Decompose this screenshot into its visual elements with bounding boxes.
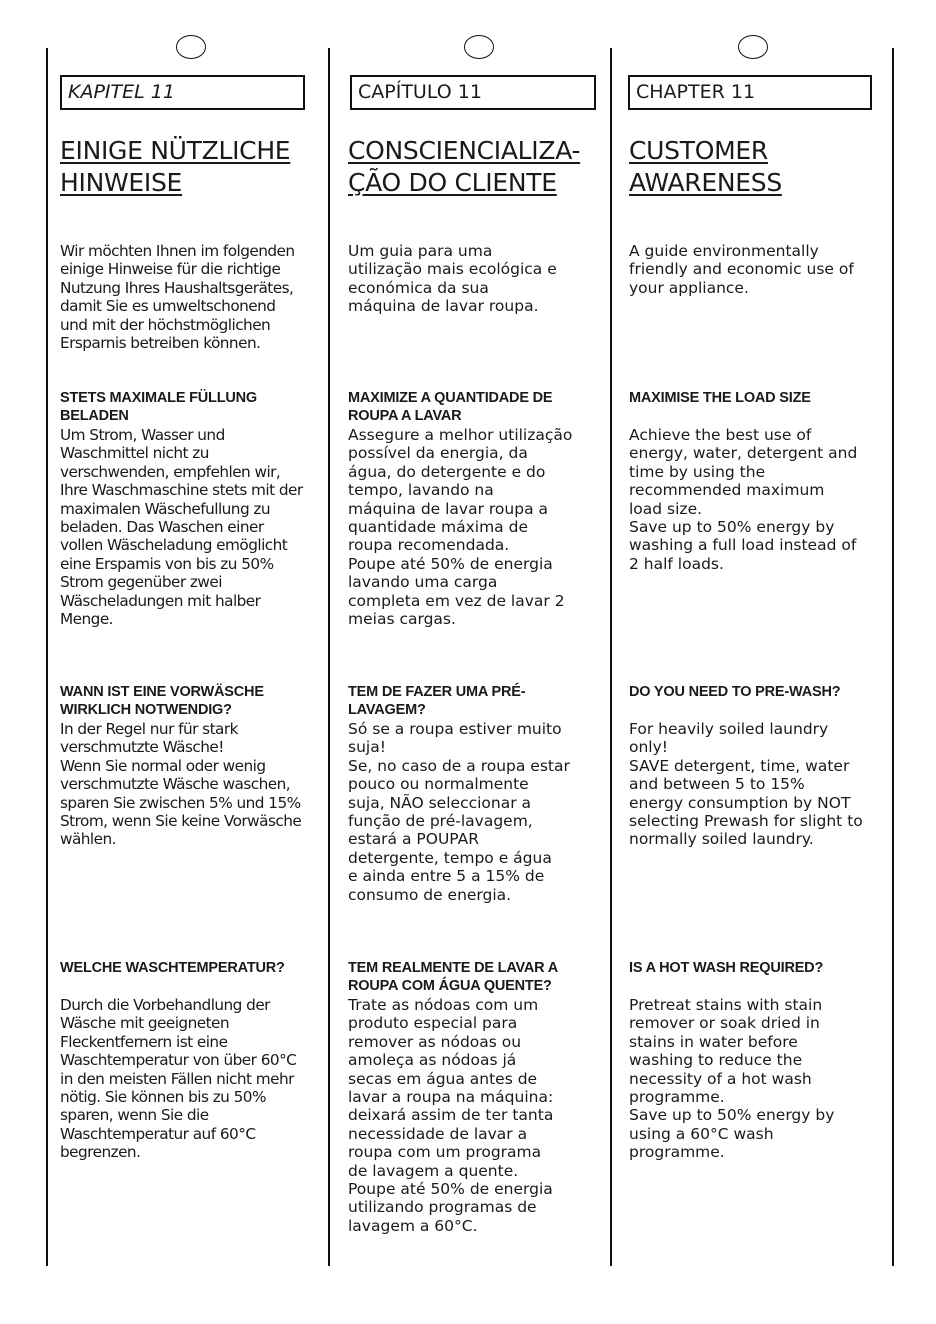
language-marker-icon-en: [738, 35, 768, 59]
body-pre-wash: For heavily soiled laundry only! SAVE detergent, time, water and between 5 to 15% energy consumption by NOT selecting Prewash for slight to normally soiled laundry.: [629, 720, 863, 849]
heading-hot-wash: IS A HOT WASH REQUIRED?: [629, 960, 824, 976]
column-divider-1: [328, 48, 330, 1266]
intro-text: A guide environmentally friendly and economic use of your appliance.: [629, 242, 854, 297]
intro-text: Wir möchten Ihnen im folgenden einige Hinweise für die richtige Nutzung Ihres Haushaltsgerätes, damit Sie es umweltschonend und mit der höchstmöglichen Ersparnis betreiben können.: [60, 242, 295, 353]
section-title: CONSCIENCIALIZA- ÇÃO DO CLIENTE: [348, 136, 581, 197]
column-divider-left: [46, 48, 48, 1266]
column-divider-2: [610, 48, 612, 1266]
body-hot-wash: Trate as nódoas com um produto especial para remover as nódoas ou amoleça as nódoas já secas em água antes de lavar a roupa na máquina: deixará assim de ter tanta necessidade de lavar a roupa com um programa de lavagem a quente. Poupe até 50% de energia utilizando programas de lavagem a 60°C.: [348, 996, 554, 1235]
column-divider-right: [892, 48, 894, 1266]
heading-pre-wash: TEM DE FAZER UMA PRÉ- LAVAGEM?: [348, 684, 526, 719]
body-pre-wash: Só se a roupa estiver muito suja! Se, no caso de a roupa estar pouco ou normalmente suja, NÃO seleccionar a função de pré-lavagem, estará a POUPAR detergente, tempo e água e ainda entre 5 a 15% de consumo de energia.: [348, 720, 570, 904]
heading-hot-wash: WELCHE WASCHTEMPERATUR?: [60, 960, 285, 976]
body-hot-wash: Pretreat stains with stain remover or soak dried in stains in water before washing to reduce the necessity of a hot wash programme. Save up to 50% energy by using a 60°C wash programme.: [629, 996, 835, 1162]
heading-load-size: MAXIMIZE A QUANTIDADE DE ROUPA A LAVAR: [348, 390, 553, 425]
body-load-size: Um Strom, Wasser und Waschmittel nicht zu verschwenden, empfehlen wir, Ihre Waschmaschine stets mit der maximalen Wäschefullung zu beladen. Das Waschen einer vollen Wäscheladung emöglicht eine Erspamis von bis zu 50% Strom gegenüber zwei Wäscheladungen mit halber Menge.: [60, 426, 303, 629]
chapter-label: KAPITEL 11: [60, 75, 305, 110]
intro-text: Um guia para uma utilização mais ecológica e económica da sua máquina de lavar roupa.: [348, 242, 557, 316]
heading-load-size: STETS MAXIMALE FÜLLUNG BELADEN: [60, 390, 257, 425]
section-title: EINIGE NÜTZLICHE HINWEISE: [60, 136, 291, 197]
language-marker-icon-pt: [464, 35, 494, 59]
body-load-size: Assegure a melhor utilização possível da energia, da água, do detergente e do tempo, lavando na máquina de lavar roupa a quantidade máxima de roupa recomendada. Poupe até 50% de energia lavando uma carga completa em vez de lavar 2 meias cargas.: [348, 426, 573, 629]
heading-hot-wash: TEM REALMENTE DE LAVAR A ROUPA COM ÁGUA QUENTE?: [348, 960, 559, 995]
chapter-label: CAPÍTULO 11: [350, 75, 596, 110]
body-pre-wash: In der Regel nur für stark verschmutzte Wäsche! Wenn Sie normal oder wenig verschmutzte Wäsche waschen, sparen Sie zwischen 5% und 15% Strom, wenn Sie keine Vorwäsche wählen.: [60, 720, 302, 849]
section-title: CUSTOMER AWARENESS: [629, 136, 782, 197]
heading-load-size: MAXIMISE THE LOAD SIZE: [629, 390, 811, 406]
body-load-size: Achieve the best use of energy, water, detergent and time by using the recommended maximum load size. Save up to 50% energy by washing a full load instead of 2 half loads.: [629, 426, 858, 573]
heading-pre-wash: WANN IST EINE VORWÄSCHE WIRKLICH NOTWENDIG?: [60, 684, 264, 719]
heading-pre-wash: DO YOU NEED TO PRE-WASH?: [629, 684, 841, 700]
chapter-label: CHAPTER 11: [628, 75, 872, 110]
language-marker-icon-de: [176, 35, 206, 59]
body-hot-wash: Durch die Vorbehandlung der Wäsche mit geeigneten Fleckentfernern ist eine Waschtemperatur von über 60°C in den meisten Fällen nicht mehr nötig. Sie können bis zu 50% sparen, wenn Sie die Waschtemperatur auf 60°C begrenzen.: [60, 996, 297, 1162]
